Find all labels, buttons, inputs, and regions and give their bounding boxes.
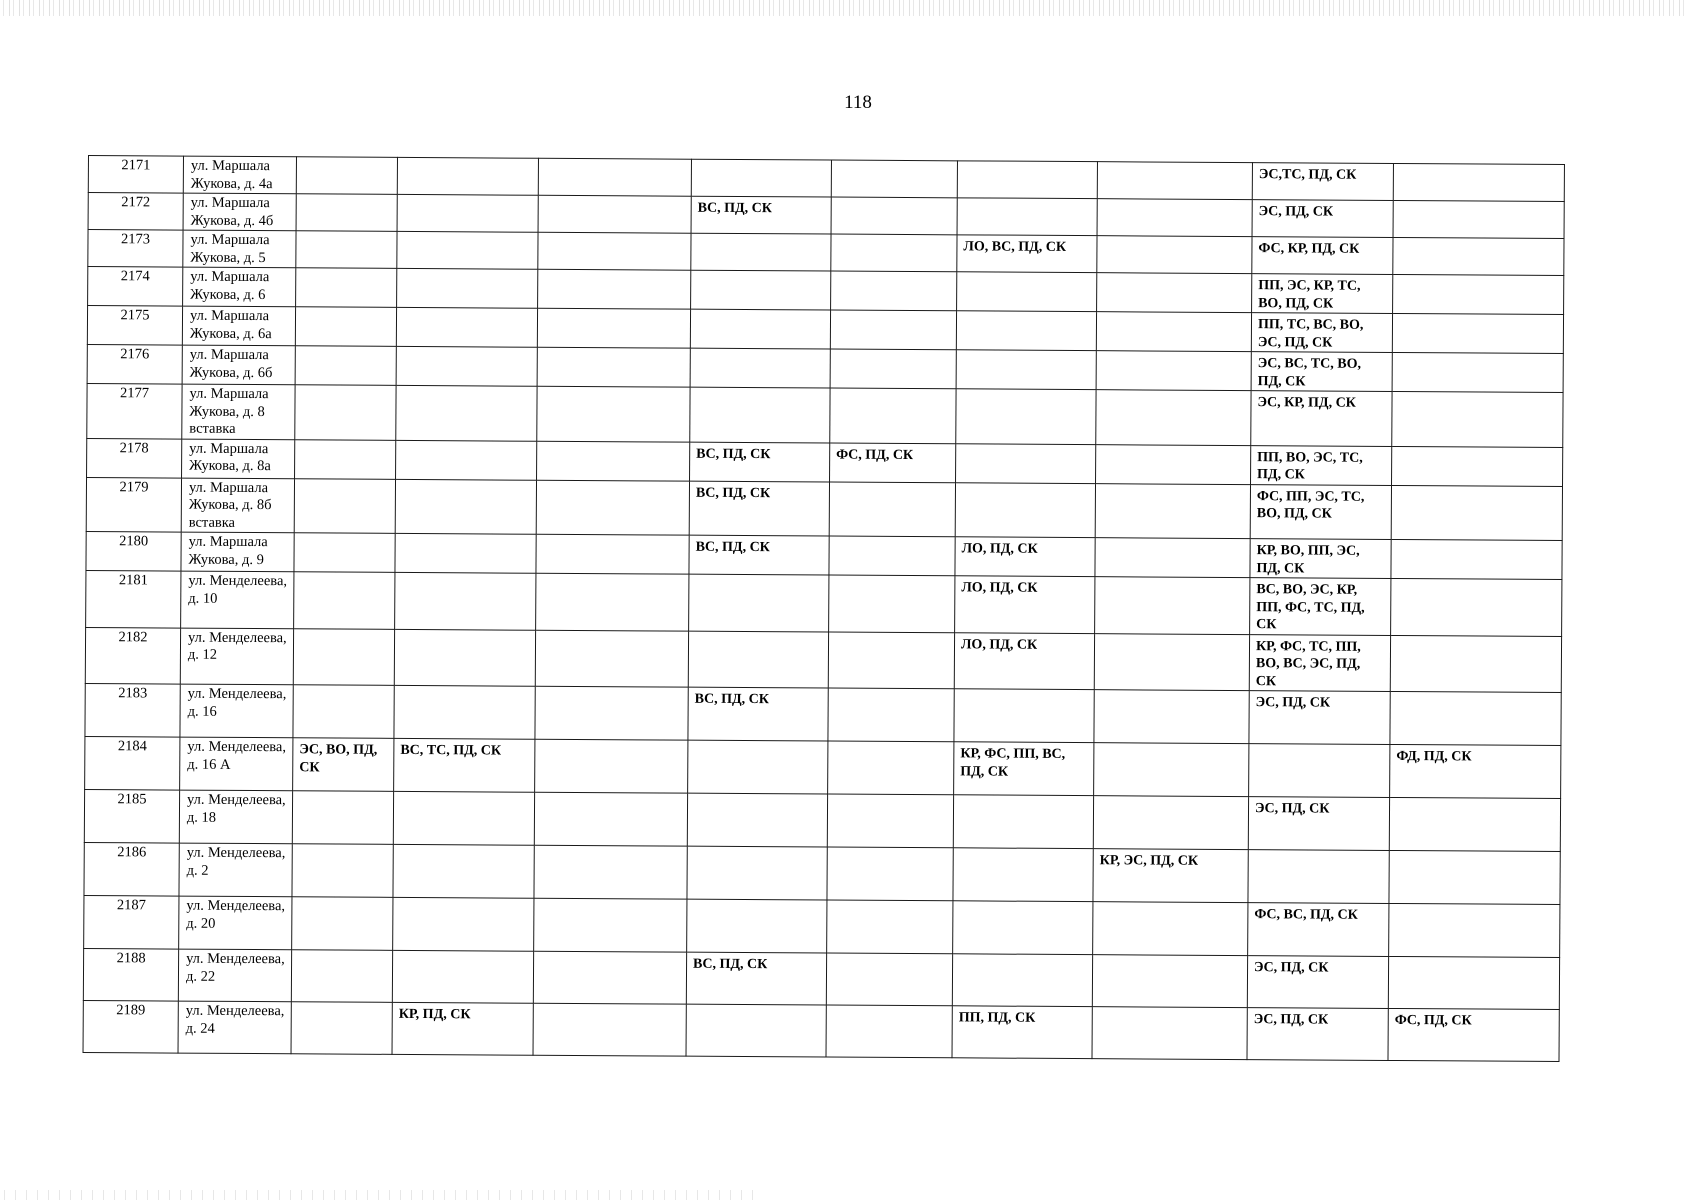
work-codes-cell: ПП, ПД, СК <box>952 1006 1092 1059</box>
work-codes-cell <box>1389 850 1560 904</box>
table-row <box>83 948 1559 1009</box>
work-codes-cell: ВС, ПД, СК <box>689 535 829 575</box>
row-number: 2182 <box>85 627 180 684</box>
work-codes-cell: КР, ФС, ПП, ВС, ПД, СК <box>954 742 1094 796</box>
work-codes-cell <box>397 194 538 232</box>
work-codes-cell <box>1092 1007 1247 1060</box>
address-cell: ул. Менделеева, д. 16 А <box>180 737 293 791</box>
work-codes-cell <box>1094 743 1249 797</box>
work-codes-cell: КР, ЭС, ПД, СК <box>1093 849 1248 903</box>
work-codes-cell: КР, ВО, ПП, ЭС, ПД, СК <box>1250 539 1391 579</box>
work-codes-cell: ЛО, ПД, СК <box>955 537 1095 577</box>
work-codes-cell <box>827 847 953 901</box>
work-codes-cell <box>955 482 1095 537</box>
address-cell: ул. Менделеева, д. 10 <box>181 571 294 628</box>
address-cell: ул. Менделеева, д. 2 <box>179 843 292 897</box>
work-codes-cell <box>957 198 1097 236</box>
work-codes-cell <box>1391 485 1562 541</box>
address-cell: ул. Менделеева, д. 12 <box>180 628 293 685</box>
row-number: 2188 <box>83 948 178 1001</box>
address-cell: ул. Маршала Жукова, д. 6а <box>182 306 295 346</box>
work-codes-cell <box>687 899 827 953</box>
row-number: 2189 <box>83 1000 178 1053</box>
work-codes-cell: ПП, ТС, ВС, ВО, ЭС, ПД, СК <box>1251 313 1392 353</box>
address-cell: ул. Маршала Жукова, д. 8 вставка <box>182 384 295 439</box>
work-codes-cell <box>1390 635 1561 693</box>
work-codes-cell <box>396 346 537 386</box>
table-row <box>84 842 1560 904</box>
work-codes-cell <box>537 347 690 387</box>
work-codes-cell <box>1389 797 1560 851</box>
work-codes-cell <box>831 271 957 311</box>
work-codes-cell <box>1096 444 1251 484</box>
work-codes-cell: КР, ПД, СК <box>392 1002 533 1055</box>
table-row <box>87 383 1563 447</box>
work-codes-cell <box>397 231 538 269</box>
work-codes-cell <box>691 233 831 271</box>
work-codes-cell <box>1391 539 1562 579</box>
address-cell: ул. Маршала Жукова, д. 9 <box>181 532 294 572</box>
work-codes-cell <box>538 232 691 270</box>
work-codes-cell <box>534 845 687 899</box>
work-codes-cell: ВС, ВО, ЭС, КР, ПП, ФС, ТС, ПД, СК <box>1250 578 1391 635</box>
work-codes-cell: ФС, КР, ПД, СК <box>1252 237 1393 275</box>
work-codes-cell <box>536 534 689 574</box>
work-codes-cell <box>1249 744 1390 798</box>
table-row <box>84 789 1560 851</box>
work-codes-cell: ЭС, ВО, ПД, СК <box>293 738 394 792</box>
work-codes-cell <box>537 308 690 348</box>
work-codes-cell <box>952 954 1092 1007</box>
work-codes-cell: ФС, ПД, СК <box>830 443 956 483</box>
work-codes-cell: ВС, ПД, СК <box>691 196 831 234</box>
work-codes-cell <box>1093 796 1248 850</box>
work-codes-cell <box>1392 313 1563 353</box>
work-codes-cell <box>686 1004 826 1057</box>
work-codes-cell <box>956 443 1096 483</box>
work-codes-cell <box>533 951 686 1004</box>
work-codes-cell <box>1393 274 1564 314</box>
work-codes-cell <box>292 897 393 951</box>
work-codes-cell <box>956 311 1096 351</box>
work-codes-cell <box>394 629 535 686</box>
work-codes-cell <box>294 478 395 533</box>
work-codes-cell <box>1097 273 1252 313</box>
work-codes-cell <box>1248 850 1389 904</box>
work-codes-cell <box>295 346 396 386</box>
work-codes-cell <box>831 197 957 235</box>
work-codes-cell <box>830 310 956 350</box>
work-codes-cell <box>292 844 393 898</box>
work-codes-cell: ЛО, ПД, СК <box>955 576 1095 633</box>
address-cell: ул. Маршала Жукова, д. 4а <box>183 156 296 194</box>
work-codes-cell <box>688 740 828 794</box>
work-codes-cell <box>291 1002 392 1055</box>
address-cell: ул. Менделеева, д. 24 <box>178 1001 291 1054</box>
work-codes-cell: ПП, ВО, ЭС, ТС, ПД, СК <box>1251 445 1392 485</box>
table-row <box>83 1000 1559 1061</box>
work-codes-cell: ФД, ПД, СК <box>1390 744 1561 798</box>
work-codes-cell <box>397 157 538 195</box>
work-codes-cell <box>828 632 954 689</box>
work-codes-cell <box>953 795 1093 849</box>
work-codes-cell: ЛО, ПД, СК <box>954 632 1094 689</box>
work-codes-cell <box>1095 538 1250 578</box>
work-codes-cell <box>1388 956 1559 1009</box>
work-codes-cell <box>291 950 392 1003</box>
work-codes-cell: ФС, ВС, ПД, СК <box>1248 903 1389 957</box>
row-number: 2172 <box>88 193 183 231</box>
work-codes-cell <box>690 348 830 388</box>
row-number: 2180 <box>86 531 181 571</box>
work-codes-cell <box>395 479 536 534</box>
work-codes-cell: ЭС,ТС, ПД, СК <box>1252 163 1393 201</box>
work-codes-cell <box>827 900 953 954</box>
row-number: 2185 <box>84 789 179 843</box>
work-codes-cell <box>537 386 690 441</box>
row-number: 2184 <box>85 736 180 790</box>
address-cell: ул. Менделеева, д. 18 <box>179 790 292 844</box>
address-cell: ул. Маршала Жукова, д. 6 <box>183 267 296 307</box>
work-codes-cell <box>1096 351 1251 391</box>
work-codes-cell <box>296 157 397 195</box>
work-codes-cell: ЭС, ПД, СК <box>1247 956 1388 1009</box>
address-cell: ул. Маршала Жукова, д. 8а <box>182 439 295 479</box>
work-codes-cell <box>827 794 953 848</box>
work-codes-cell <box>535 686 688 740</box>
work-codes-cell <box>1095 577 1250 634</box>
work-codes-cell <box>828 688 954 742</box>
row-number: 2173 <box>88 230 183 268</box>
row-number: 2177 <box>87 383 182 438</box>
row-number: 2186 <box>84 842 179 896</box>
work-codes-cell <box>295 307 396 347</box>
work-codes-cell <box>956 350 1096 390</box>
page-number: 118 <box>844 92 872 113</box>
work-codes-cell <box>691 270 831 310</box>
row-number: 2179 <box>86 477 181 532</box>
work-codes-cell <box>1391 578 1562 636</box>
work-codes-cell <box>395 572 536 629</box>
work-codes-cell <box>293 685 394 739</box>
work-codes-cell <box>536 480 689 535</box>
row-number: 2187 <box>84 895 179 949</box>
work-codes-cell <box>829 575 955 632</box>
work-codes-cell <box>1393 200 1564 238</box>
work-codes-cell <box>688 631 828 688</box>
row-number: 2176 <box>87 344 182 384</box>
work-codes-cell <box>538 195 691 233</box>
work-codes-cell <box>690 309 830 349</box>
work-codes-cell <box>1392 352 1563 392</box>
work-codes-cell <box>396 440 537 480</box>
work-codes-cell <box>689 574 829 631</box>
work-codes-cell <box>954 689 1094 743</box>
work-codes-cell <box>296 268 397 308</box>
work-codes-cell <box>830 388 956 443</box>
work-codes-cell <box>394 685 535 739</box>
work-codes-cell <box>393 897 534 951</box>
work-codes-cell <box>1393 237 1564 275</box>
work-codes-cell <box>296 231 397 269</box>
work-codes-cell <box>293 628 394 685</box>
work-codes-cell: ФС, ПП, ЭС, ТС, ВО, ПД, СК <box>1250 484 1391 539</box>
work-codes-cell <box>535 739 688 793</box>
scan-edge-bottom <box>0 1190 760 1200</box>
work-codes-cell <box>392 950 533 1003</box>
work-codes-cell <box>1392 391 1563 447</box>
work-codes-cell <box>396 307 537 347</box>
work-codes-cell <box>535 630 688 687</box>
work-codes-cell <box>690 387 830 442</box>
work-codes-cell <box>1092 955 1247 1008</box>
work-codes-cell <box>1097 162 1252 200</box>
work-codes-cell: ЛО, ВС, ПД, СК <box>957 235 1097 273</box>
work-codes-cell: ПП, ЭС, КР, ТС, ВО, ПД, СК <box>1252 274 1393 314</box>
work-codes-cell <box>1097 236 1252 274</box>
work-codes-cell <box>957 272 1097 312</box>
work-codes-cell: ФС, ПД, СК <box>1388 1008 1559 1061</box>
work-codes-cell: ЭС, ПД, СК <box>1252 200 1393 238</box>
work-codes-cell <box>1097 199 1252 237</box>
address-cell: ул. Маршала Жукова, д. 8б вставка <box>181 478 294 533</box>
work-codes-cell: ЭС, ПД, СК <box>1247 1008 1388 1061</box>
address-cell: ул. Менделеева, д. 16 <box>180 684 293 738</box>
table-body <box>83 156 1564 1062</box>
work-codes-cell <box>829 482 955 537</box>
work-codes-cell <box>826 953 952 1006</box>
work-codes-cell <box>292 791 393 845</box>
work-codes-cell <box>1390 691 1561 745</box>
work-codes-cell: ВС, ПД, СК <box>689 481 829 536</box>
work-codes-cell: ЭС, КР, ПД, СК <box>1251 391 1392 446</box>
work-codes-cell <box>687 846 827 900</box>
table-row <box>86 570 1562 636</box>
work-codes-cell <box>534 898 687 952</box>
work-codes-cell <box>1093 902 1248 956</box>
work-codes-cell <box>1393 163 1564 201</box>
work-codes-cell <box>1094 690 1249 744</box>
table-row <box>85 736 1561 798</box>
work-codes-cell <box>953 848 1093 902</box>
work-codes-cell <box>537 441 690 481</box>
work-codes-cell <box>396 385 537 440</box>
work-codes-cell <box>691 159 831 197</box>
work-codes-cell: ВС, ПД, СК <box>688 687 828 741</box>
work-codes-cell <box>534 792 687 846</box>
address-cell: ул. Маршала Жукова, д. 5 <box>183 230 296 268</box>
work-codes-cell <box>957 161 1097 199</box>
row-number: 2178 <box>87 438 182 478</box>
table-row <box>85 627 1561 693</box>
row-number: 2181 <box>86 570 181 627</box>
table-row <box>86 477 1562 541</box>
work-codes-cell <box>953 901 1093 955</box>
work-codes-cell <box>295 385 396 440</box>
address-cell: ул. Менделеева, д. 20 <box>179 896 292 950</box>
table-row <box>85 683 1561 745</box>
work-codes-cell <box>295 439 396 479</box>
work-codes-cell <box>294 533 395 573</box>
work-codes-cell <box>1389 903 1560 957</box>
row-number: 2183 <box>85 683 180 737</box>
row-number: 2174 <box>88 267 183 307</box>
work-codes-cell <box>828 741 954 795</box>
work-codes-cell <box>830 349 956 389</box>
work-codes-cell <box>831 160 957 198</box>
work-codes-cell <box>1096 312 1251 352</box>
work-codes-cell <box>533 1003 686 1056</box>
work-codes-cell <box>296 194 397 232</box>
work-codes-cell <box>1392 446 1563 486</box>
work-codes-cell <box>294 572 395 629</box>
work-codes-cell <box>826 1005 952 1058</box>
work-codes-cell <box>393 844 534 898</box>
work-codes-cell: ВС, ПД, СК <box>686 952 826 1005</box>
work-codes-cell: ВС, ПД, СК <box>690 442 830 482</box>
work-codes-cell <box>956 389 1096 444</box>
row-number: 2175 <box>87 306 182 346</box>
address-cell: ул. Маршала Жукова, д. 6б <box>182 345 295 385</box>
work-codes-cell <box>1094 633 1249 690</box>
scan-edge-top <box>0 0 1686 16</box>
work-codes-cell <box>393 791 534 845</box>
work-codes-cell <box>1095 483 1250 538</box>
work-codes-cell: ЭС, ПД, СК <box>1249 691 1390 745</box>
work-codes-cell <box>536 573 689 630</box>
work-codes-cell: ВС, ТС, ПД, СК <box>394 738 535 792</box>
work-codes-cell <box>1096 390 1251 445</box>
address-cell: ул. Менделеева, д. 22 <box>178 949 291 1002</box>
row-number: 2171 <box>88 156 183 194</box>
works-table <box>83 155 1565 1062</box>
work-codes-cell <box>395 533 536 573</box>
work-codes-cell <box>538 158 691 196</box>
work-codes-cell <box>687 793 827 847</box>
address-cell: ул. Маршала Жукова, д. 4б <box>183 193 296 231</box>
work-codes-cell <box>538 269 691 309</box>
work-codes-cell: КР, ФС, ТС, ПП, ВО, ВС, ЭС, ПД, СК <box>1249 634 1390 691</box>
work-codes-cell: ЭС, ПД, СК <box>1248 797 1389 851</box>
table-row <box>84 895 1560 957</box>
work-codes-cell <box>397 268 538 308</box>
work-codes-cell <box>829 536 955 576</box>
work-codes-cell <box>831 234 957 272</box>
work-codes-cell: ЭС, ВС, ТС, ВО, ПД, СК <box>1251 352 1392 392</box>
